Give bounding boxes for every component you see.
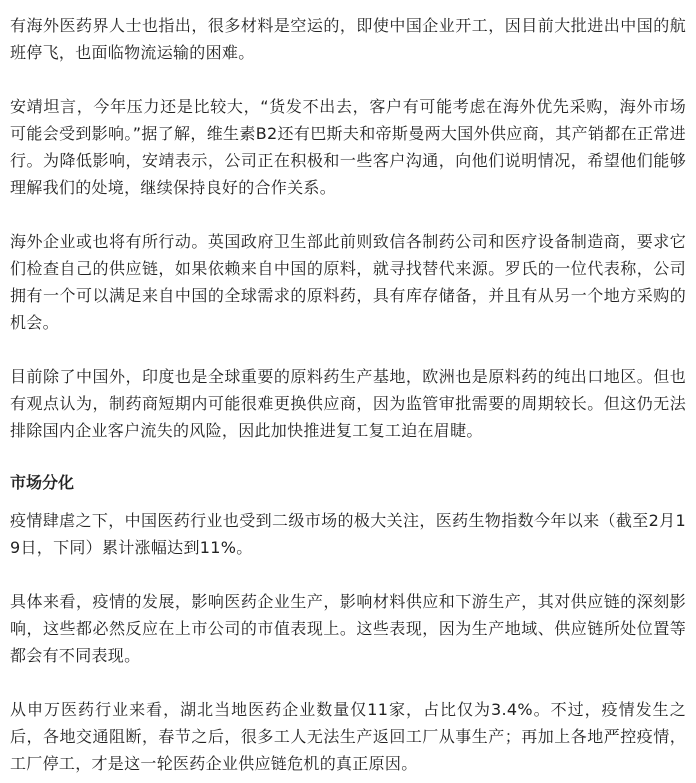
paragraph-air-freight: 有海外医药界人士也指出，很多材料是空运的，即使中国企业开工，因目前大批进出中国的航班停飞，也面临物流运输的困难。 xyxy=(10,16,686,62)
paragraph-overseas-action: 海外企业或也将有所行动。英国政府卫生部此前则致信各制药公司和医疗设备制造商，要求它们检查自己的供应链，如果依赖来自中国的原料，就寻找替代来源。罗氏的一位代表称，公司拥有一个可以满足来自中国的全球需求的原料药，具有库存储备，并且有从另一个地方采购的机会。 xyxy=(10,232,686,332)
paragraph-india-europe: 目前除了中国外，印度也是全球重要的原料药生产基地，欧洲也是原料药的纯出口地区。但也有观点认为，制药商短期内可能很难更换供应商，因为监管审批需要的周期较长。但这仍无法排除国内企业客户流失的风险，因此加快推进复工复工迫在眉睫。 xyxy=(10,367,686,440)
paragraph-shenwan: 从申万医药行业来看，湖北当地医药企业数量仅11家，占比仅为3.4%。不过，疫情发生之后，各地交通阻断，春节之后，很多工人无法生产返回工厂从事生产；再加上各地严控疫情，工厂停工，才是这一轮医药企业供应链危机的真正原因。 xyxy=(10,700,686,773)
paragraph-specifics: 具体来看，疫情的发展，影响医药企业生产，影响材料供应和下游生产，其对供应链的深刻影响，这些都必然反应在上市公司的市值表现上。这些表现，因为生产地域、供应链所处位置等都会有不同表现。 xyxy=(10,592,686,665)
section-title: 市场分化 xyxy=(10,473,75,492)
paragraph-an-jing-pressure: 安靖坦言，今年压力还是比较大，“货发不出去，客户有可能考虑在海外优先采购，海外市场可能会受到影响。”据了解，维生素B2还有巴斯夫和帝斯曼两大国外供应商，其产销都在正常进行。为降低影响，安靖表示，公司正在积极和一些客户沟通，向他们说明情况，希望他们能够理解我们的处境，继续保持良好的合作关系。 xyxy=(10,97,686,197)
paragraph-market-index: 疫情肆虐之下，中国医药行业也受到二级市场的极大关注，医药生物指数今年以来（截至2月19日，下同）累计涨幅达到11%。 xyxy=(10,511,686,557)
